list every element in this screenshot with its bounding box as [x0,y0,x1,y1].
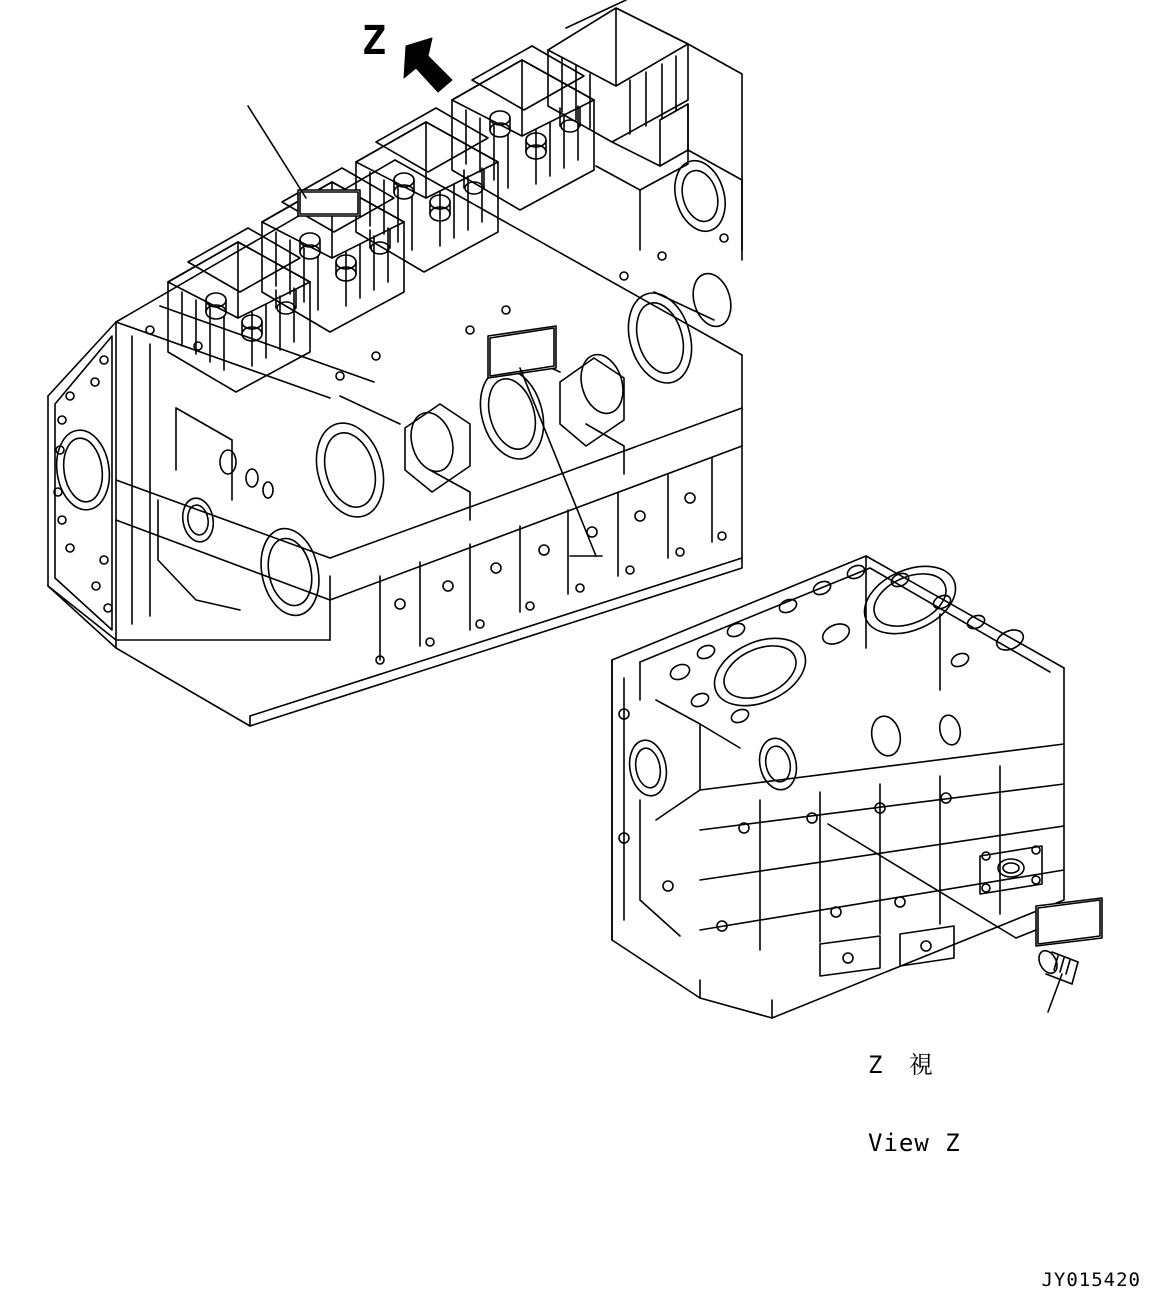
viewz-leader-line-1 [828,824,1016,938]
cylinder-head-3 [356,108,498,272]
nameplate-upper [298,190,360,216]
main-engine-block [47,0,760,744]
view-z-caption-en: View Z [868,1129,961,1157]
view-z-block [612,553,1102,1018]
nameplate-lower [488,326,556,378]
view-z-caption-jp: Z 視 [868,1051,939,1079]
viewz-leader-line-2 [1048,974,1062,1012]
plug-part [1035,948,1078,984]
z-direction-arrow [404,38,452,92]
cylinder-head-4 [452,46,594,210]
rear-head-housing [548,0,688,166]
viewz-plate [1036,898,1102,946]
drawing-number: JY015420 [1041,1269,1141,1291]
cylinder-head-1 [168,228,310,392]
leader-line-1 [248,106,306,198]
view-z-caption [868,1000,961,1208]
z-arrow-label: Z [362,18,387,64]
